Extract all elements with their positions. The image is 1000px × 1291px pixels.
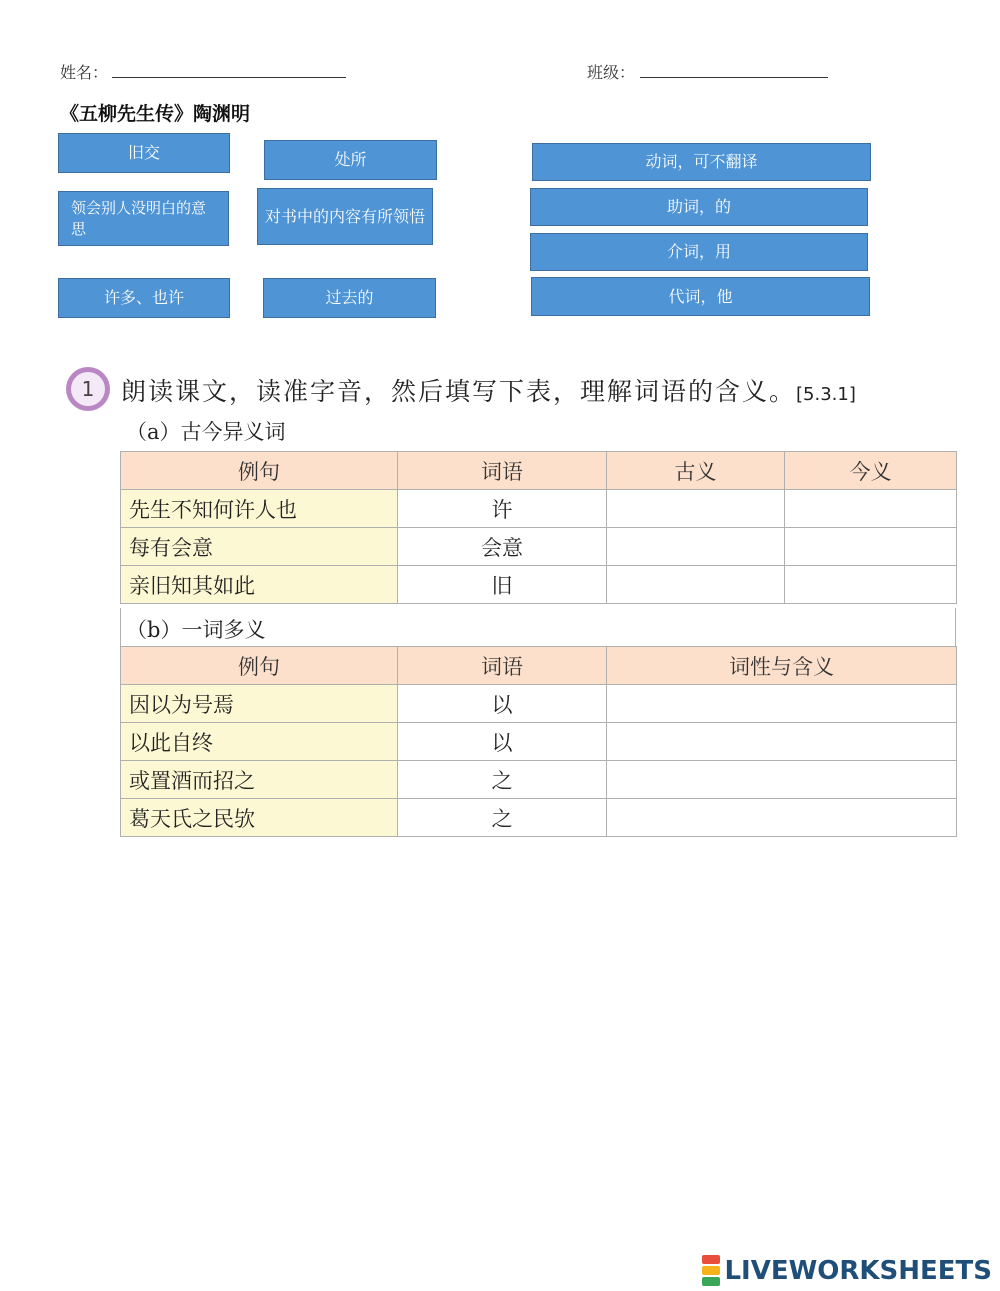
example-sentence: 先生不知何许人也	[121, 490, 398, 528]
example-sentence: 因以为号焉	[121, 685, 398, 723]
table-row	[121, 723, 957, 761]
header-word: 词语	[398, 647, 607, 685]
meaning-drop-zone[interactable]	[607, 799, 957, 837]
word-chip-comprehend-book[interactable]: 对书中的内容有所领悟	[257, 188, 433, 245]
modern-meaning-drop-zone[interactable]	[785, 528, 957, 566]
header-part-of-speech-meaning: 词性与含义	[607, 647, 957, 685]
brand-name: LIVEWORKSHEETS	[724, 1255, 992, 1286]
exercise-number-badge	[66, 367, 110, 411]
word-chip-many-perhaps[interactable]: 许多、也许	[58, 278, 230, 318]
class-label: 班级：	[587, 63, 636, 82]
section-a-table	[120, 451, 957, 604]
meaning-drop-zone[interactable]	[607, 723, 957, 761]
word-chip-particle-de[interactable]: 助词，的	[530, 188, 868, 226]
table-row	[121, 528, 957, 566]
example-sentence: 亲旧知其如此	[121, 566, 398, 604]
example-sentence: 葛天氏之民欤	[121, 799, 398, 837]
target-word: 之	[398, 799, 607, 837]
header-modern-meaning: 今义	[785, 452, 957, 490]
header-example: 例句	[121, 647, 398, 685]
header-ancient-meaning: 古义	[607, 452, 785, 490]
target-word: 会意	[398, 528, 607, 566]
header-word: 词语	[398, 452, 607, 490]
ancient-meaning-drop-zone[interactable]	[607, 490, 785, 528]
word-chip-past[interactable]: 过去的	[263, 278, 436, 318]
table-row	[121, 566, 957, 604]
example-sentence: 或置酒而招之	[121, 761, 398, 799]
target-word: 许	[398, 490, 607, 528]
word-chip-pronoun-ta[interactable]: 代词，他	[531, 277, 870, 316]
meaning-drop-zone[interactable]	[607, 761, 957, 799]
ancient-meaning-drop-zone[interactable]	[607, 566, 785, 604]
table-header-row	[121, 647, 957, 685]
target-word: 以	[398, 723, 607, 761]
document-title: 《五柳先生传》陶渊明	[60, 103, 251, 125]
name-label: 姓名：	[60, 63, 109, 82]
liveworksheets-logo	[702, 1254, 992, 1287]
curriculum-code: [5.3.1]	[796, 384, 856, 405]
target-word: 以	[398, 685, 607, 723]
table-row	[121, 685, 957, 723]
word-chip-jiujiao[interactable]: 旧交	[58, 133, 230, 173]
exercise-number: 1	[71, 372, 105, 406]
instruction-text: 朗读课文，读准字音，然后填写下表，理解词语的含义。	[121, 377, 797, 406]
meaning-drop-zone[interactable]	[607, 685, 957, 723]
exercise-instruction	[121, 372, 856, 408]
ancient-meaning-drop-zone[interactable]	[607, 528, 785, 566]
word-chip-preposition-yong[interactable]: 介词，用	[530, 233, 868, 271]
word-chip-verb-untranslated[interactable]: 动词，可不翻译	[532, 143, 871, 181]
section-b-heading: （b）一词多义	[126, 618, 266, 642]
example-sentence: 以此自终	[121, 723, 398, 761]
logo-bar-red	[702, 1255, 720, 1264]
target-word: 旧	[398, 566, 607, 604]
header-example: 例句	[121, 452, 398, 490]
logo-bar-green	[702, 1277, 720, 1286]
section-b-table	[120, 646, 957, 837]
modern-meaning-drop-zone[interactable]	[785, 566, 957, 604]
modern-meaning-drop-zone[interactable]	[785, 490, 957, 528]
name-input-line[interactable]	[112, 77, 346, 78]
table-header-row	[121, 452, 957, 490]
table-row	[121, 799, 957, 837]
target-word: 之	[398, 761, 607, 799]
logo-bar-yellow	[702, 1266, 720, 1275]
section-a-heading: （a）古今异义词	[126, 420, 286, 444]
logo-icon	[702, 1254, 720, 1287]
table-row	[121, 761, 957, 799]
class-input-line[interactable]	[640, 77, 828, 78]
table-row	[121, 490, 957, 528]
word-chip-understand-meaning[interactable]: 领会别人没明白的意思	[58, 191, 229, 246]
example-sentence: 每有会意	[121, 528, 398, 566]
word-chip-chusuo[interactable]: 处所	[264, 140, 437, 180]
